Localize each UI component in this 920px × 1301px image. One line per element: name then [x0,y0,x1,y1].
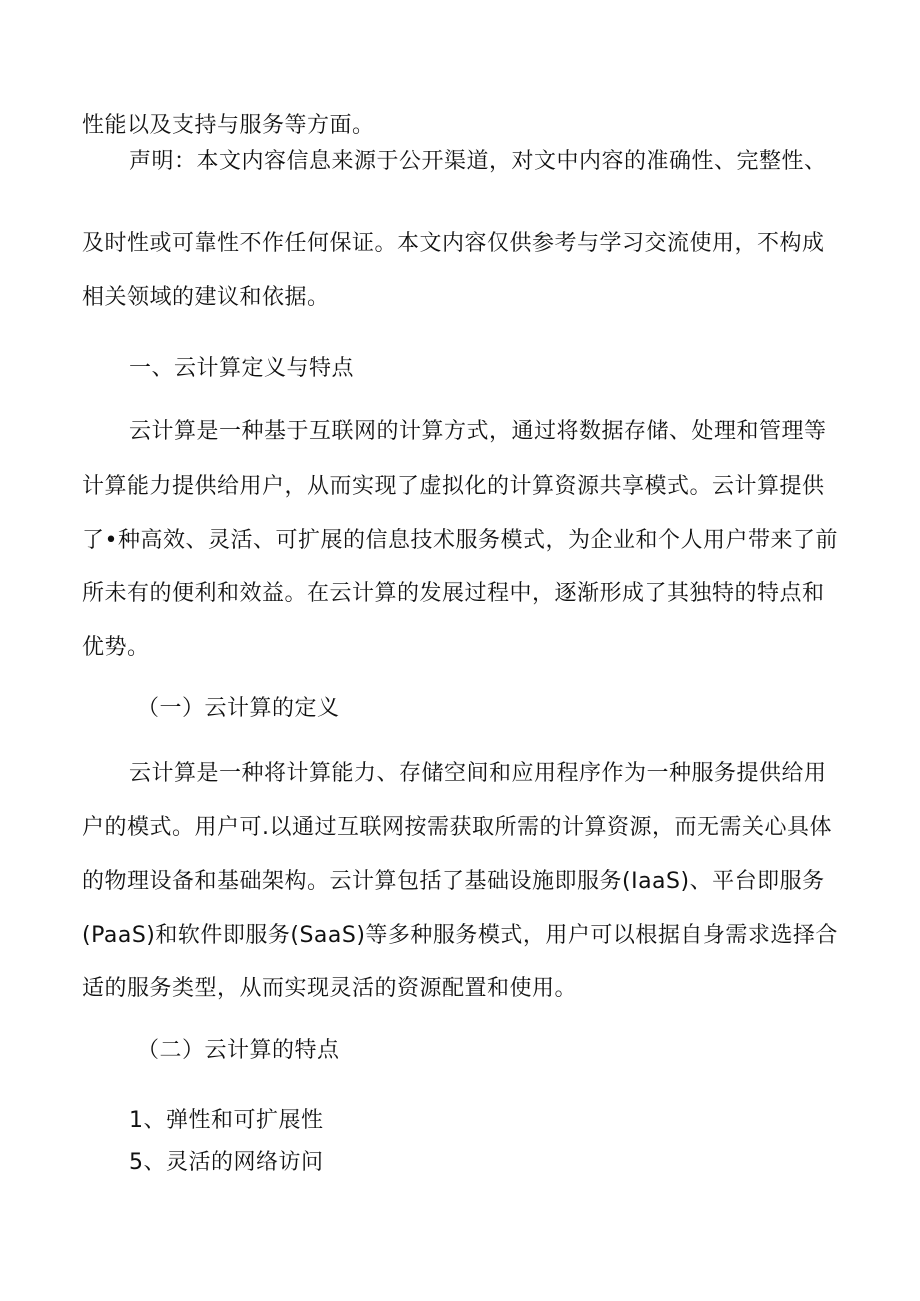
disclaimer-line: 相关领域的建议和依据。 [82,285,330,310]
paragraph-line: 性能以及支持与服务等方面。 [82,113,375,138]
subsection-heading: （一）云计算的定义 [137,696,340,721]
paragraph-line: (PaaS)和软件即服务(SaaS)等多种服务模式，用户可以根据自身需求选择合 [82,923,838,948]
disclaimer-line: 及时性或可靠性不作任何保证。本文内容仅供参考与学习交流使用，不构成 [82,231,825,256]
paragraph-line: 优势。 [82,635,150,660]
paragraph-line: 云计算是一种将计算能力、存储空间和应用程序作为一种服务提供给用 [129,761,827,786]
paragraph-line: 所未有的便利和效益。在云计算的发展过程中，逐渐形成了其独特的特点和 [82,581,825,606]
paragraph-line: 的物理设备和基础架构。云计算包括了基础设施即服务(IaaS)、平台即服务 [82,869,825,894]
list-item: 5、灵活的网络访问 [129,1150,324,1175]
paragraph-line: 了•种高效、灵活、可扩展的信息技术服务模式，为企业和个人用户带来了前 [82,528,838,553]
paragraph-line: 适的服务类型，从而实现灵活的资源配置和使用。 [82,976,578,1001]
list-item: 1、弹性和可扩展性 [129,1108,324,1133]
paragraph-line: 计算能力提供给用户，从而实现了虚拟化的计算资源共享模式。云计算提供 [82,474,825,499]
paragraph-line: 户的模式。用户可.以通过互联网按需获取所需的计算资源，而无需关心具体 [82,815,832,840]
paragraph-line: 云计算是一种基于互联网的计算方式，通过将数据存储、处理和管理等 [129,419,827,444]
subsection-heading: （二）云计算的特点 [137,1038,340,1063]
section-heading: 一、云计算定义与特点 [129,356,355,381]
disclaimer-line: 声明：本文内容信息来源于公开渠道，对文中内容的准确性、完整性、 [129,149,827,174]
